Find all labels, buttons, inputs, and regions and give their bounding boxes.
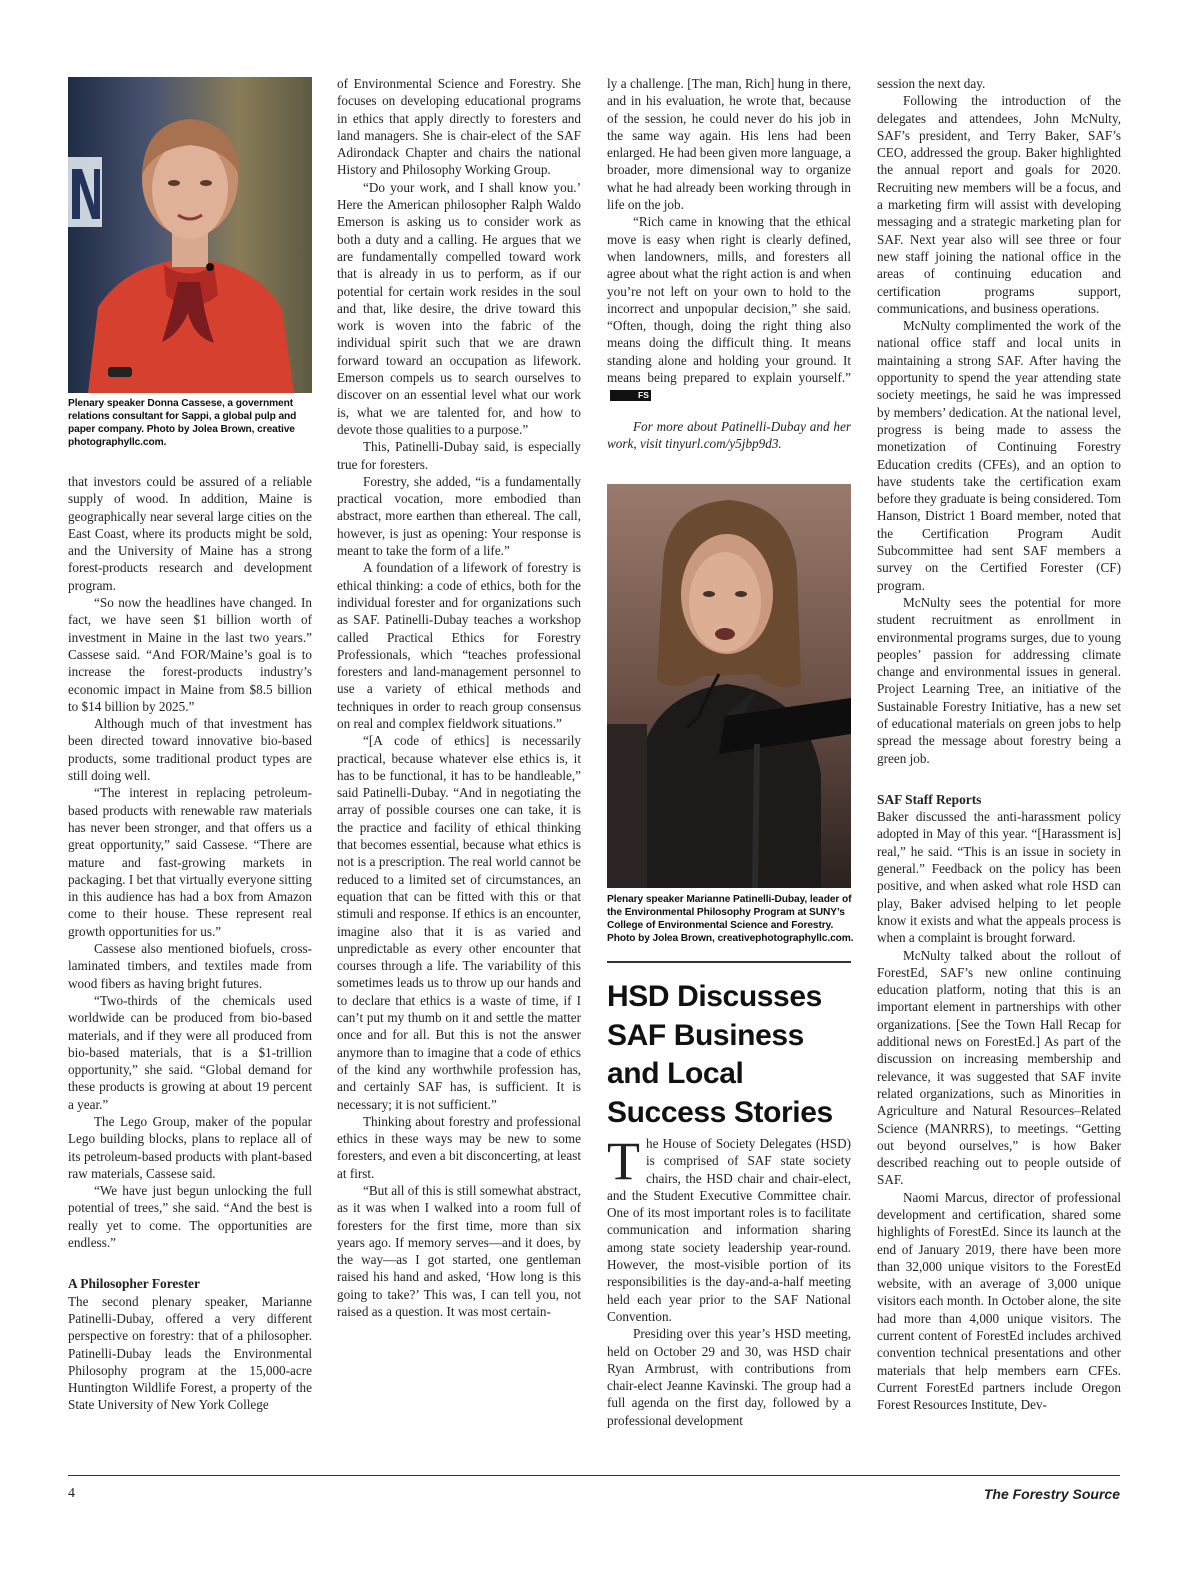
paragraph: McNulty sees the potential for more student recruitment as enrollment in environmental programs surges, due to young peoples’ passion for addressing climate change and environmental issues in general. Project Learning Tree, an initiative of the Sustainable Forestry Initiative, has a new set of educational materials on green jobs to help spread the message about forestry being a green job. (877, 594, 1121, 766)
paragraph: that investors could be assured of a reliable supply of wood. In addition, Maine is geographically near several large cities on the East Coast, where its products might be sold, and the University of Maine has a strong forest-products research and development program. (68, 474, 312, 593)
paragraph: of Environmental Science and Forestry. She focuses on developing educational programs in ethics that apply directly to foresters and land managers. She is chair-elect of the SAF Adirondack Chapter and chairs the national History and Philosophy Working Group. (337, 76, 581, 178)
paragraph: “So now the headlines have changed. In fact, we have seen $1 billion worth of investment in Maine in the last two years.” Cassese said. “And FOR/Maine’s goal is to increase the forest-products industry’s economic impact in Maine from $8.5 billion to $14 billion by 2025.” (68, 595, 312, 714)
paragraph: Presiding over this year’s HSD meeting, held on October 29 and 30, was HSD chair Ryan Armbrust, with contributions from chair-elect Jeanne Kavinski. The group had a full agenda on the first day, followed by a professional development (607, 1326, 851, 1428)
drop-cap: T (607, 1131, 640, 1191)
paragraph: Cassese also mentioned biofuels, cross-laminated timbers, and textiles made from wood fibers as having bright futures. (68, 941, 312, 991)
paragraph: “Do your work, and I shall know you.’ Here the American philosopher Ralph Waldo Emerson is asking us to consider work as both a duty and a calling. He argues that we are fundamentally compelled toward work that is already in us to perform, as if our potential for certain work resides in the soul and that, like desire, the drive toward this work is woven into the fabric of the individual spirit such that we are drawn forward toward an occupation as lifework. Emerson compels us to search ourselves to discover on an essential level what our work is, what we are talented for, and how to devote those qualities to a purpose.” (337, 179, 581, 437)
article-column-1 (68, 473, 312, 1414)
paragraph-text: he House of Society Delegates (HSD) is comprised of SAF state society chairs, the HSD chair and chair-elect, and the Student Executive Committee chair. One of its most important roles is to facilitate communication and information sharing among state society leadership year-round. However, the most-visible portion of its responsibilities is the day-and-a-half meeting held each year prior to the SAF National Convention. (607, 1136, 851, 1324)
paragraph-text: “Rich came in knowing that the ethical move is easy when right is clearly defined, when landowners, mills, and foresters all agree about what the right action is and when you’re not left on your own to hold to the incorrect and unpopular decision,” she said. “Often, though, doing the right thing also means doing the difficult thing. It means standing alone and holding your ground. It means being prepared to explain yourself.” (607, 214, 851, 386)
paragraph: Following the introduction of the delegates and attendees, John McNulty, SAF’s president, and Terry Baker, SAF’s CEO, addressed the group. Baker highlighted the annual report and goals for 2020. Recruiting new members will be a focus, and a marketing firm will assist with developing messaging and a strategic marketing plan for SAF. Next year also will see three or four new staff joining the national office in the areas of continuing education and certification programs support, communications, and business operations. (877, 93, 1121, 316)
paragraph: This, Patinelli-Dubay said, is especially true for foresters. (337, 439, 581, 472)
paragraph: “[A code of ethics] is necessarily practical, because whatever else ethics is, it has to be functional, it has to be handleable,” said Patinelli-Dubay. “And in negotiating the array of possible courses one can take, it is the practice and facility of ethical thinking that becomes essential, because what ethics is not is a prescription. The real world cannot be reduced to a limited set of circumstances, an equation that can be fitted with this or that stimuli and response. If ethics is an encounter, imagine also that it is as varied and unpredictable as every other encounter that courses through a life. The variability of this sometimes leads us to throw up our hands and to declare that ethics is a waste of time, if I can’t put my thumb on it and settle the matter once and for all. But this is not the answer anymore than to imagine that a code of ethics of the kind any worthwhile profession has, and certainly SAF has, is sufficient. It is necessary; it is not sufficient.” (337, 733, 581, 1112)
paragraph: “The interest in replacing petroleum-based products with renewable raw materials has never been stronger, and that offers us a great opportunity,” said Cassese. “There are mature and fast-growing markets in packaging. I bet that virtually everyone sitting in this audience has had a box from Amazon come to their house. These represent real growth opportunities for us.” (68, 785, 312, 939)
paragraph: McNulty talked about the rollout of ForestEd, SAF’s new online continuing education platform, noting that this is an important element in partnerships with other organizations. [See the Town Hall Recap for additional news on ForestEd.] As part of the discussion on increasing membership and relevance, it was suggested that SAF invite related organizations, such as Minorities in Agriculture and Natural Resources–Related Science (MANRRS), to meetings. “Getting out beyond ourselves,” is how Baker described reaching out to people outside of SAF. (877, 947, 1121, 1188)
paragraph: “But all of this is still somewhat abstract, as it was when I walked into a room full of foresters for the first time, more than six years ago. If memory serves—and it does, by the way—as I got started, one gentleman raised his hand and asked, ‘How long is this going to take?’ This was, I can tell you, not raised as a question. It was most certain- (337, 1183, 581, 1320)
forestry-source-end-mark: FS (610, 390, 651, 401)
paragraph: McNulty complimented the work of the national office staff and local units in maintaining a strong SAF. After having the opportunity to spend the year attending state society meetings, he said he was impressed by members’ dedication. At the national level, progress is being made to assess the monetization of Continuing Forestry Education credits (CFEs), and an option to have students take the certification exam before they graduate is being considered. Tom Hanson, District 1 Board member, noted that the Certification Program Audit Subcommittee had sent SAF members a survey on the Certified Forester (CF) program. (877, 318, 1121, 593)
paragraph: A foundation of a lifework of forestry is ethical thinking: a code of ethics, both for the individual forester and for organizations such as SAF. Patinelli-Dubay teaches a workshop called Practical Ethics for Forestry Professionals, which “teaches professional foresters and land-management personnel to use a variety of ethical methods and techniques in order to reach group consensus on real and complex fieldwork situations.” (337, 560, 581, 731)
more-info-credit: For more about Patinelli-Dubay and her work, visit tinyurl.com/y5jbp9d3. (607, 418, 851, 451)
paragraph: ly a challenge. [The man, Rich] hung in there, and in his evaluation, he wrote that, because of the session, he could never do his job in the same way again. His lens had been enlarged. He had been given more language, a broader, more dimensional way to organize what he had already been working through in life on the job. (607, 76, 851, 213)
article-column-3-bottom (607, 1131, 851, 1429)
photo-caption-cassese: Plenary speaker Donna Cassese, a government relations consultant for Sappi, a global pulp and paper company. Photo by Jolea Brown, creative photographyllc.com. (68, 398, 297, 448)
paragraph (607, 213, 851, 403)
article-headline: HSD Discusses SAF Business and Local Success Stories (607, 980, 833, 1129)
photo-caption-patinelli-dubay: Plenary speaker Marianne Patinelli-Dubay, leader of the Environmental Philosophy Program at SUNY’s College of Environmental Science and Forestry. Photo by Jolea Brown, creativephotographyllc.com. (607, 894, 854, 944)
publication-name: The Forestry Source (983, 1486, 1120, 1502)
paragraph: Forestry, she added, “is a fundamentally practical vocation, more embodied than abstract, more earthen than ethereal. The call, however, is just as opening: Your response is meant to take the form of a life.” (337, 473, 581, 559)
paragraph: “We have just begun unlocking the full potential of trees,” she said. “And the best is really yet to come. The opportunities are endless.” (68, 1183, 312, 1251)
paragraph: The Lego Group, maker of the popular Lego building blocks, plans to replace all of its petroleum-based products with plant-based raw materials, Cassese said. (68, 1113, 312, 1181)
page-number: 4 (68, 1486, 75, 1501)
paragraph: Baker discussed the anti-harassment policy adopted in May of this year. “[Harassment is] real,” he said. “This is an issue in society in general.” Feedback on the policy has been positive, and when asked what role HSD can play, Baker advised helping to let people know it exists and what the appeals process is when a complaint is brought forward. (877, 809, 1121, 946)
subhead-saf-staff-reports: SAF Staff Reports (877, 791, 982, 807)
paragraph: “Two-thirds of the chemicals used worldwide can be produced from bio-based materials, and if they were all produced from bio-based materials, that is a $1-trillion opportunity,” she said. “Global demand for these products is growing at about 19 percent a year.” (68, 992, 312, 1112)
photo-donna-cassese (68, 77, 312, 393)
subhead-philosopher-forester: A Philosopher Forester (68, 1276, 200, 1292)
paragraph: session the next day. (877, 76, 986, 91)
headline-divider (607, 961, 851, 963)
paragraph: Thinking about forestry and professional ethics in these ways may be new to some foresters, and even a bit disconcerting, at least at first. (337, 1113, 581, 1181)
paragraph (607, 1131, 851, 1325)
paragraph: Naomi Marcus, director of professional development and certification, shared some highlights of ForestEd. Since its launch at the end of January 2019, there have been more than 32,000 unique visitors to the ForestEd website, with an average of 3,000 unique visitors each month. In October alone, the site had more than 4,000 unique visitors. The current content of ForestEd includes archived convention technical presentations and other materials that help members earn CFEs. Current ForestEd partners include Oregon Forest Resources Institute, Dev- (877, 1189, 1121, 1413)
article-column-2 (337, 75, 581, 1320)
article-column-3-top (607, 75, 851, 452)
article-column-4 (877, 75, 1121, 1414)
photo-marianne-patinelli-dubay (607, 484, 851, 888)
footer-rule (68, 1475, 1120, 1476)
paragraph: Although much of that investment has been directed toward innovative bio-based products, some traditional product types are still doing well. (68, 716, 312, 784)
paragraph: The second plenary speaker, Marianne Patinelli-Dubay, offered a very different perspective on forestry: that of a philosopher. Patinelli-Dubay leads the Environmental Philosophy program at the 15,000-acre Huntington Wildlife Forest, a property of the State University of New York College (68, 1293, 312, 1413)
